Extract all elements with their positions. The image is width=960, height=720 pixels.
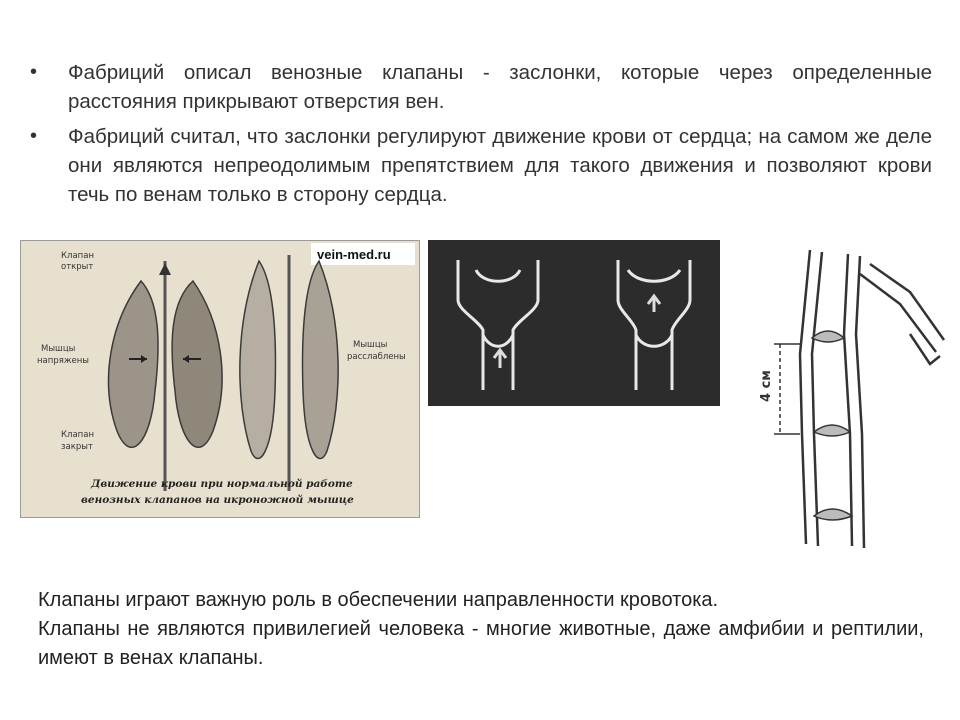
vein-segment-figure <box>740 234 954 554</box>
valve-open-illustration <box>458 260 538 390</box>
bullet-item <box>28 122 932 209</box>
bullet-text: Фабриций описал венозные клапаны - заслонки, которые через определенные расстояния прикрывают отверстия вен. <box>68 61 932 113</box>
label-valve-closed-1: Клапан <box>61 430 94 440</box>
label-valve-open-2: открыт <box>61 262 94 272</box>
bullet-item <box>28 58 932 116</box>
label-tense-2: напряжены <box>37 356 89 366</box>
valve-photo-figure <box>428 240 720 406</box>
tense-muscles-illustration <box>109 261 223 491</box>
label-valve-closed-2: закрыт <box>61 442 93 452</box>
bullet-text: Фабриций считал, что заслонки регулируют движение крови от сердца; на самом же деле они являются непреодолимым препятствием для такого движения и позволяют крови течь по венам только в сторону сердца. <box>68 125 932 206</box>
label-tense-1: Мышцы <box>41 344 76 354</box>
measure-label: 4 см <box>759 370 774 402</box>
site-label: vein-med.ru <box>317 247 391 262</box>
measure-ticks <box>774 344 800 434</box>
bullet-dot: • <box>30 61 38 83</box>
vein-outline <box>800 250 944 548</box>
footer-text <box>38 586 924 673</box>
bullet-dot: • <box>30 125 38 147</box>
caption-line-2: венозных клапанов на икроножной мышце <box>81 494 354 506</box>
valve-closed-illustration <box>618 260 690 390</box>
bullet-list <box>28 58 932 215</box>
relaxed-muscles-illustration <box>240 255 338 491</box>
caption-line-1: Движение крови при нормальной работе <box>91 478 353 490</box>
label-valve-open-1: Клапан <box>61 251 94 261</box>
label-relaxed-1: Мышцы <box>353 340 388 350</box>
footer-line-2: Клапаны не являются привилегией человека - многие животные, даже амфибии и рептилии, имеют в венах клапаны. <box>38 618 924 669</box>
footer-line-1: Клапаны играют важную роль в обеспечении направленности кровотока. <box>38 589 719 611</box>
muscle-pump-figure <box>20 240 420 518</box>
label-relaxed-2: расслаблены <box>347 352 406 362</box>
